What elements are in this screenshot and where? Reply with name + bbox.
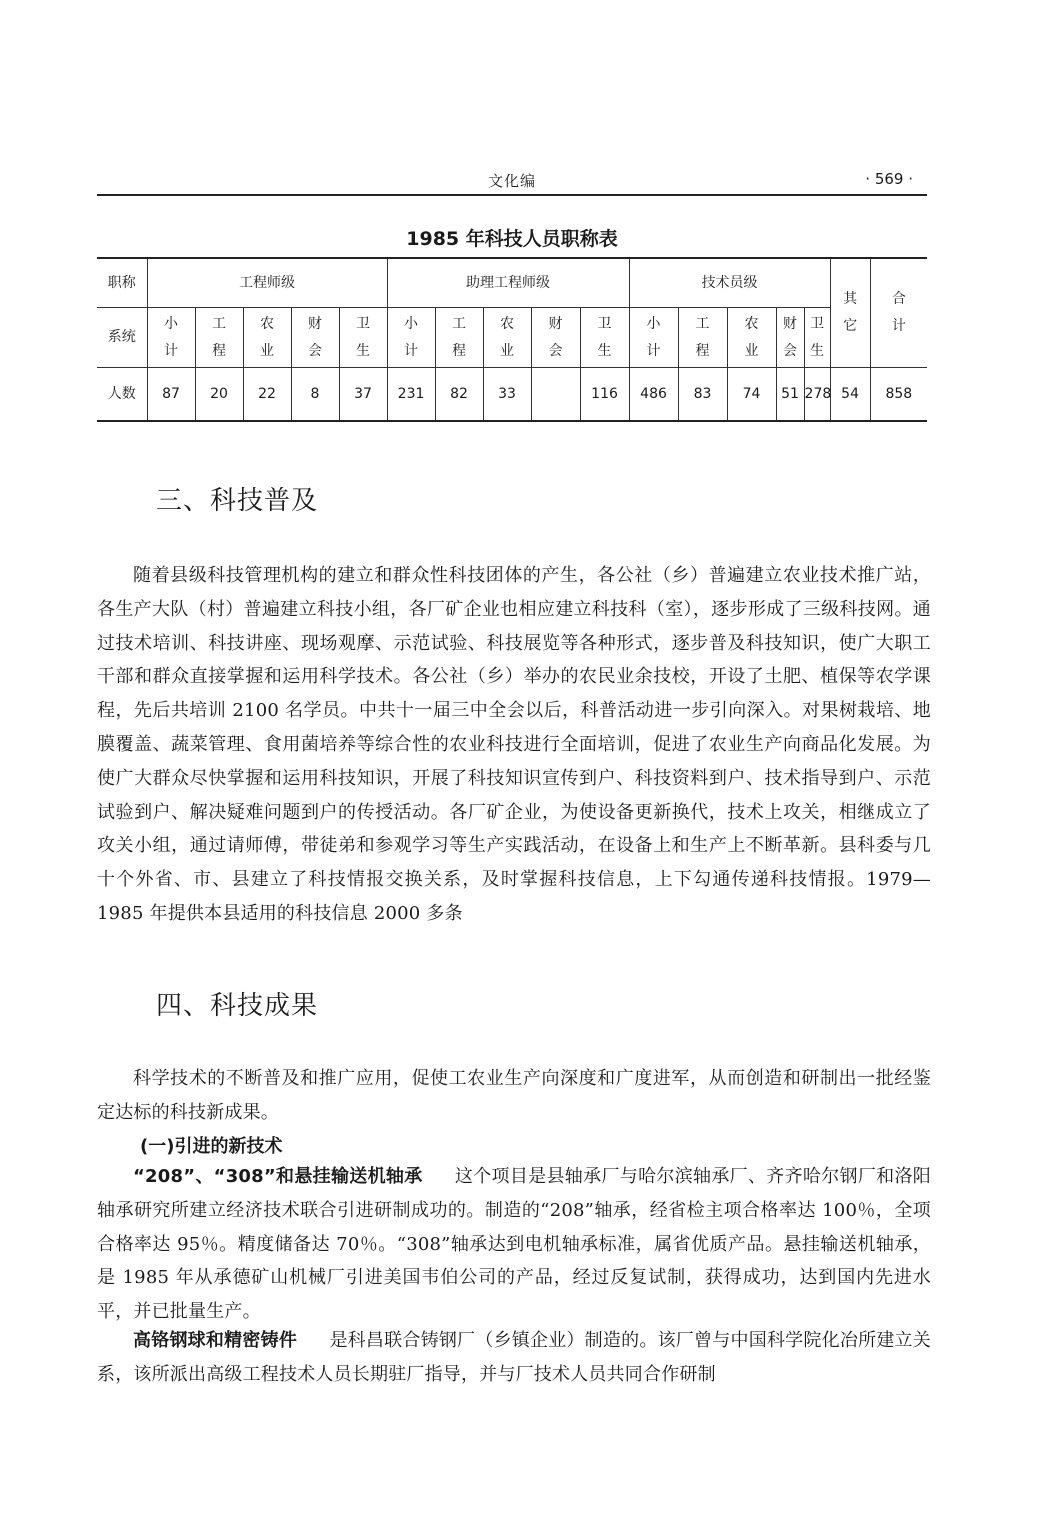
value-cell: 486 [629,368,678,422]
item1-paragraph [97,1160,931,1329]
table-title: 1985 年科技人员职称表 [406,228,618,250]
row-label-count: 人数 [97,368,147,422]
value-cell [531,368,580,422]
value-cell: 20 [195,368,243,422]
subheader-cell: 工程 [195,308,243,368]
section4-intro: 科学技术的不断普及和推广应用，促使工农业生产向深度和广度进军，从而创造和研制出一批经鉴定达标的科技新成果。 [97,1068,931,1123]
item2-paragraph [97,1324,931,1392]
subheader-cell: 小计 [147,308,195,368]
table-data-row [97,368,927,422]
value-cell: 33 [483,368,531,422]
value-cell: 858 [870,368,927,422]
section-heading-4: 四、科技成果 [156,991,319,1021]
subheader-cell: 卫生 [339,308,387,368]
subheader-cell: 工程 [435,308,483,368]
subheader-cell: 工程 [678,308,727,368]
subheader-cell: 农业 [483,308,531,368]
subheader-cell: 小计 [629,308,678,368]
subheader-cell: 财会 [776,308,804,368]
value-cell: 116 [580,368,629,422]
value-cell: 278 [804,368,830,422]
value-cell: 82 [435,368,483,422]
item1-title: “208”、“308”和悬挂输送机轴承 [133,1166,423,1187]
staff-title-table [97,257,927,422]
subheader-cell: 财会 [531,308,580,368]
subheader-cell: 卫生 [804,308,830,368]
group-engineer: 工程师级 [147,258,387,308]
value-cell: 22 [243,368,291,422]
value-cell: 87 [147,368,195,422]
subheader-cell: 小计 [387,308,435,368]
item2-body: 是科昌联合铸钢厂（乡镇企业）制造的。该厂曾与中国科学院化冶所建立关系，该所派出高级工程技术人员长期驻厂指导，并与厂技术人员共同合作研制 [97,1330,931,1385]
value-cell: 83 [678,368,727,422]
group-assistant-engineer: 助理工程师级 [387,258,629,308]
value-cell: 54 [830,368,870,422]
table-header-row-2 [97,308,927,368]
row-label-system: 系统 [97,308,147,368]
running-header [97,168,927,196]
value-cell: 231 [387,368,435,422]
section3-paragraph: 随着县级科技管理机构的建立和群众性科技团体的产生，各公社（乡）普遍建立农业技术推广站，各生产大队（村）普遍建立科技小组，各厂矿企业也相应建立科技科（室），逐步形成了三级科技网。通过技术培训、科技讲座、现场观摩、示范试验、科技展览等各种形式，逐步普及科技知识，使广大职工干部和群众直接掌握和运用科学技术。各公社（乡）举办的农民业余技校，开设了土肥、植保等农学课程，先后共培训 2100 名学员。中共十一届三中全会以后，科普活动进一步引向深入。对果树栽培、地膜覆盖、蔬菜管理、食用菌培养等综合性的农业科技进行全面培训，促进了农业生产向商品化发展。为使广大群众尽快掌握和运用科技知识，开展了科技知识宣传到户、科技资料到户、技术指导到户、示范试验到户、解决疑难问题到户的传授活动。各厂矿企业，为使设备更新换代，技术上攻关，相继成立了攻关小组，通过请师傅，带徒弟和参观学习等生产实践活动，在设备上和生产上不断革新。县科委与几十个外省、市、县建立了科技情报交换关系，及时掌握科技信息，上下勾通传递科技情报。1979—1985 年提供本县适用的科技信息 2000 多条 [97,565,931,924]
subheader-cell: 农业 [243,308,291,368]
section-heading-3: 三、科技普及 [156,486,319,516]
page-number: · 569 · [865,170,913,188]
subheader-cell: 财会 [291,308,339,368]
value-cell: 37 [339,368,387,422]
col-other: 其它 [830,258,870,368]
subheader-cell: 卫生 [580,308,629,368]
subsection-heading: (一)引进的新技术 [140,1136,283,1157]
table-header-row-1 [97,258,927,308]
value-cell: 74 [727,368,776,422]
item2-title: 高铬钢球和精密铸件 [133,1330,298,1351]
col-total: 合计 [870,258,927,368]
value-cell: 51 [776,368,804,422]
subheader-cell: 农业 [727,308,776,368]
group-technician: 技术员级 [629,258,830,308]
value-cell: 8 [291,368,339,422]
item1-body: 这个项目是县轴承厂与哈尔滨轴承厂、齐齐哈尔钢厂和洛阳轴承研究所建立经济技术联合引进研制成功的。制造的“208”轴承，经省检主项合格率达 100％，全项合格率达 95％。精度储备达 70％。“308”轴承达到电机轴承标准，属省优质产品。悬挂输送机轴承，是 1985 年从承德矿山机械厂引进美国韦伯公司的产品，经过反复试制，获得成功，达到国内先进水平，并已批量生产。 [97,1166,931,1323]
row-label-title: 职称 [97,258,147,308]
header-title: 文化编 [487,172,536,190]
